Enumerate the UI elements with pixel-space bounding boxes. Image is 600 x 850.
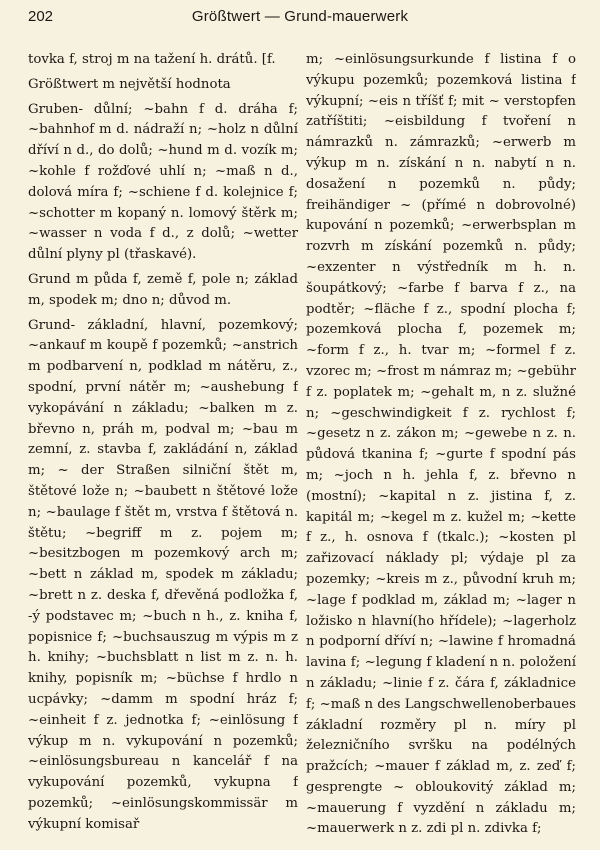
running-title: Größtwert — Grund-mauerwerk <box>191 8 409 25</box>
left-column <box>28 50 298 845</box>
page-number: 202 <box>28 8 54 25</box>
entry-paragraph: Grund m půda f, země f, pole n; základ m, spodek m; dno n; důvod m. <box>28 271 298 308</box>
page-header <box>0 6 600 30</box>
entry-paragraph: Grund- základní, hlavní, pozemkový; ~ankauf m koupě f pozemků; ~anstrich m podbarvení n, podklad m nátěru, z., spodní, první nátěr m; ~aushebung f vykopávání n základu; ~balken m z. břevno n, práh m, podval m; ~bau m zemní, z. stavba f, zakládání n, základ m; ~ der Straßen silniční štět m, štětové lože n; ~baubett n štětové lože n; ~baulage f štět m, vrstva f štětová n. štětu; ~begriff m z. pojem m; ~besitzbogen m pozemkový arch m; ~bett n základ m, spodek m základu; ~brett n z. deska f, dřevěná podložka f, -ý podstavec m; ~buch n h., z. kniha f, popisnice f; ~buchsauszug m výpis m z h. knihy; ~buchsblatt n list m z. n. h. knihy, popisník m; ~büchse f hrdlo n ucpávky; ~damm m spodní hráz f; ~einheit f z. jednotka f; ~einlösung f výkup m n. vykupování n pozemků; ~einlösungsbureau n kancelář f na vykupování pozemků, vykupna f pozemků; ~einlösungskommissär m výkupní komisař <box>28 317 298 832</box>
entry-paragraph: tovka f, stroj m na tažení h. drátů. [f. <box>28 52 276 67</box>
right-column <box>306 50 576 845</box>
entry-paragraph: Größtwert m největší hodnota <box>28 76 231 92</box>
entry-paragraph: m; ~einlösungsurkunde f listina f o výkupu pozemků; pozemková listina f výkupní; ~eis n tříšť f; mit ~ verstopfen zatříštiti; ~eisbildung f tvoření n námrazků n. zámrazků; ~erwerb m výkup m n. získání n n. nabytí n n. dosažení n pozemků n. půdy; freihändiger ~ (přímé n dobrovolné) kupování n pozemků; ~erwerbsplan m rozvrh m získání pozemků n. půdy; ~exzenter n výstředník m h. n. šoupátkový; ~farbe f barva f z., na podtěr; ~fläche f z., spodní plocha f; pozemková plocha f, pozemek m; ~form f z., h. tvar m; ~formel f z. vzorec m; ~frost m námraz m; ~gebühr f z. poplatek m; ~gehalt m, n z. služné n; ~geschwindigkeit f z. rychlost f; ~gesetz n z. zákon m; ~gewebe n z. n. půdová tkanina f; ~gurte f spodní pás m; ~joch n h. jehla f, z. břevno n (mostní); ~kapital n z. jistina f, z. kapitál m; ~kegel m z. kužel m; ~kette f z., h. osnova f (tkalc.); ~kosten pl zařizovací náklady pl; výdaje pl za pozemky; ~kreis m z., původní kruh m; ~lage f podklad m, základ m; ~lager n ložisko n hlavní(ho hřídele); ~lagerholz n podporní dříví n; ~lawine f hromadná lavina f; ~legung f kladení n n. položení n základu; ~linie f z. čára f, základnice f; ~maß n des Langschwellenoberbaues základní rozměry pl n. míry pl železničního svršku na podélných pražcích; ~mauer f základ m, z. zeď f; gesprengte ~ obloukovitý základ m; ~mauerung f vyzdění n základu m; ~mauerwerk n z. zdi pl n. zdivka f; <box>306 52 576 837</box>
entry-paragraph: Gruben- důlní; ~bahn f d. dráha f; ~bahnhof m d. nádraží n; ~holz n důlní dříví n d., do dolů; ~hund m d. vozík m; ~kohle f rožďové uhlí n; ~maß n d., dolová míra f; ~schiene f d. kolejnice f; ~schotter m kopaný n. lomový štěrk m; ~wasser n voda f d., z dolů; ~wetter důlní plyny pl (třaskavé). <box>28 101 298 263</box>
